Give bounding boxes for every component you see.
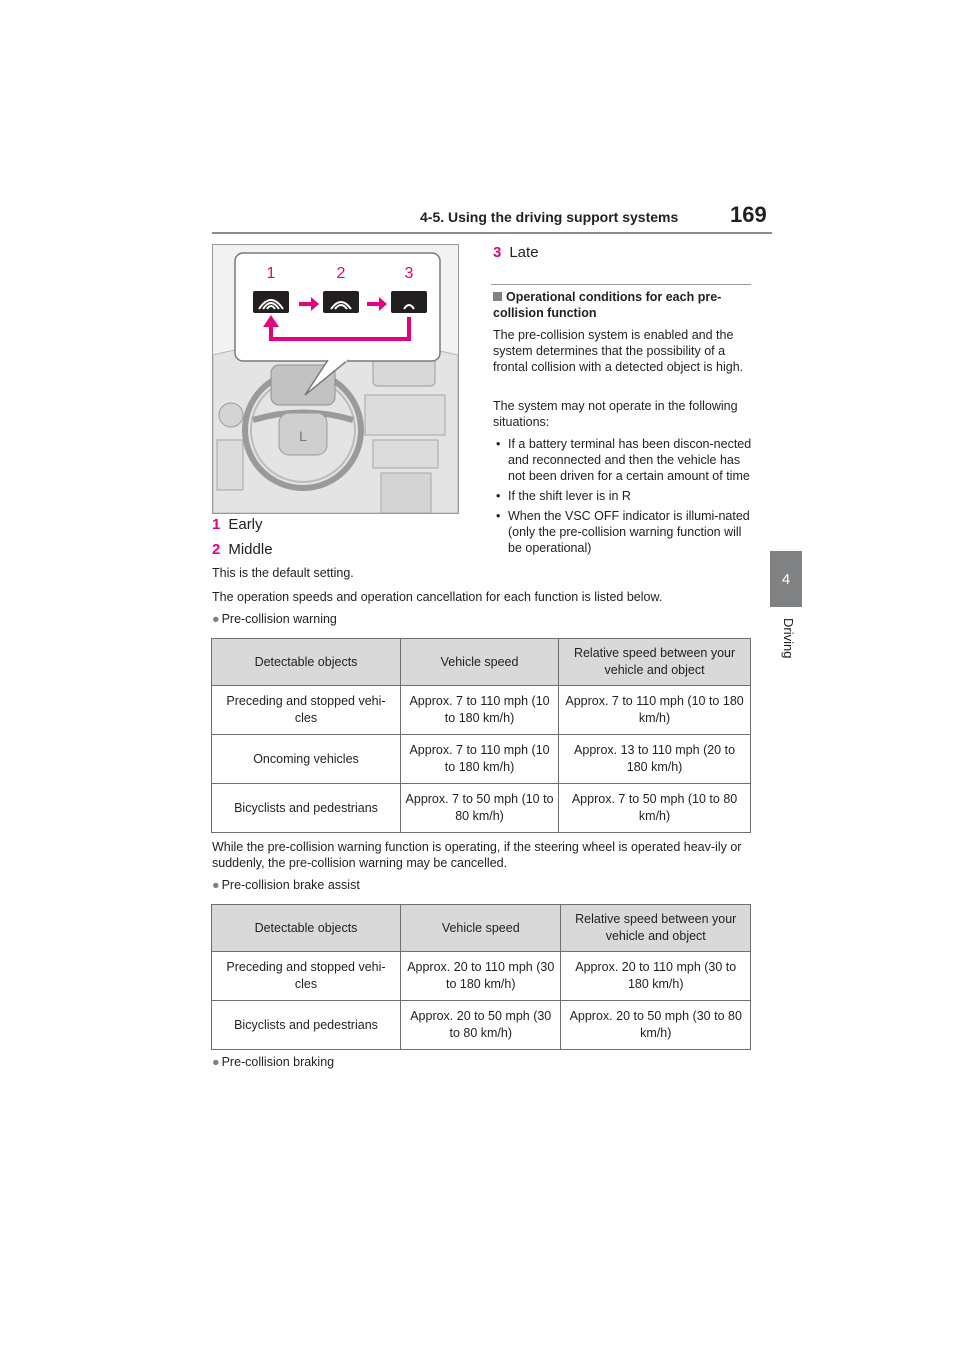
marker-1: 1 — [266, 265, 276, 282]
table-row — [212, 784, 751, 833]
timing-number: 3 — [493, 244, 502, 261]
svg-text:L: L — [299, 428, 307, 444]
timing-number: 2 — [212, 541, 221, 558]
header-divider — [212, 232, 772, 234]
table-header-row — [212, 639, 751, 686]
timing-early — [212, 516, 263, 533]
early-indicator-icon — [253, 291, 289, 313]
subsection-heading — [493, 289, 751, 321]
table-row — [212, 686, 751, 735]
default-note: This is the default setting. — [212, 566, 354, 580]
table-cell: Approx. 20 to 110 mph (30 to 180 km/h) — [401, 952, 561, 1001]
middle-indicator-icon — [323, 291, 359, 313]
brake-assist-speed-table — [211, 904, 751, 1050]
function-label — [212, 878, 360, 892]
table-row — [212, 735, 751, 784]
timing-late — [493, 244, 539, 261]
paragraph: The system may not operate in the following situations: — [493, 399, 738, 429]
timing-label: Middle — [228, 541, 273, 558]
list-item: • If a battery terminal has been discon-nected and reconnected and then the vehicle has not been driven for a certain amount of time — [493, 436, 753, 484]
page-number: 169 — [730, 202, 767, 227]
circle-bullet-icon: ● — [212, 612, 220, 626]
conditions-list — [493, 436, 753, 560]
function-label-text: Pre-collision braking — [221, 1055, 335, 1069]
table-cell: Approx. 7 to 110 mph (10 to 180 km/h) — [401, 686, 559, 735]
table-cell: Approx. 7 to 110 mph (10 to 180 km/h) — [559, 686, 751, 735]
table-cell: Bicyclists and pedestrians — [212, 784, 401, 833]
table-cell: Approx. 20 to 50 mph (30 to 80 km/h) — [401, 1001, 561, 1050]
column-header: Detectable objects — [212, 905, 401, 952]
circle-bullet-icon: ● — [212, 1055, 220, 1069]
table-header-row — [212, 905, 751, 952]
function-label — [212, 1055, 334, 1069]
table-row — [212, 952, 751, 1001]
table-cell: Approx. 7 to 50 mph (10 to 80 km/h) — [559, 784, 751, 833]
paragraph: The pre-collision system is enabled and the system determines that the possibility of a frontal collision with a detected object is high. — [493, 328, 744, 374]
timing-number: 1 — [212, 516, 221, 533]
column-header: Relative speed between your vehicle and object — [559, 639, 751, 686]
table-cell: Approx. 7 to 110 mph (10 to 180 km/h) — [401, 735, 559, 784]
list-item: • When the VSC OFF indicator is illumi-nated (only the pre-collision warning function will be operational) — [493, 508, 753, 556]
square-bullet-icon — [493, 292, 502, 301]
function-label-text: Pre-collision brake assist — [221, 878, 360, 892]
marker-2: 2 — [336, 265, 346, 282]
table-cell: Approx. 20 to 50 mph (30 to 80 km/h) — [561, 1001, 751, 1050]
warning-speed-table — [211, 638, 751, 833]
table-cell: Approx. 13 to 110 mph (20 to 180 km/h) — [559, 735, 751, 784]
dashboard-illustration — [212, 244, 459, 514]
function-label-text: Pre-collision warning — [221, 612, 337, 626]
function-label — [212, 612, 337, 626]
subsection-heading-text: Operational conditions for each pre-collision function — [493, 290, 722, 320]
table-cell: Approx. 7 to 50 mph (10 to 80 km/h) — [401, 784, 559, 833]
dashboard-drawing — [213, 245, 458, 513]
column-header: Relative speed between your vehicle and object — [561, 905, 751, 952]
table-row — [212, 1001, 751, 1050]
column-header: Vehicle speed — [401, 639, 559, 686]
chapter-label: Driving — [781, 618, 796, 659]
chapter-tab: 4 — [770, 551, 802, 607]
table-cell: Preceding and stopped vehi-cles — [212, 686, 401, 735]
circle-bullet-icon: ● — [212, 878, 220, 892]
timing-label: Early — [228, 516, 263, 533]
list-item: • If the shift lever is in R — [493, 488, 753, 504]
table-cell: Bicyclists and pedestrians — [212, 1001, 401, 1050]
paragraph: The operation speeds and operation cancellation for each function is listed below. — [212, 590, 663, 604]
column-header: Detectable objects — [212, 639, 401, 686]
column-header: Vehicle speed — [401, 905, 561, 952]
table-cell: Approx. 20 to 110 mph (30 to 180 km/h) — [561, 952, 751, 1001]
table-cell: Preceding and stopped vehi-cles — [212, 952, 401, 1001]
late-indicator-icon — [391, 291, 427, 313]
marker-3: 3 — [404, 265, 414, 282]
timing-middle — [212, 541, 273, 558]
timing-label: Late — [509, 244, 539, 261]
section-title: 4-5. Using the driving support systems — [420, 209, 679, 225]
paragraph: While the pre-collision warning function is operating, if the steering wheel is operated heav-ily or suddenly, the pre-collision warning may be cancelled. — [212, 840, 742, 870]
subsection-divider — [491, 284, 751, 285]
table-cell: Oncoming vehicles — [212, 735, 401, 784]
